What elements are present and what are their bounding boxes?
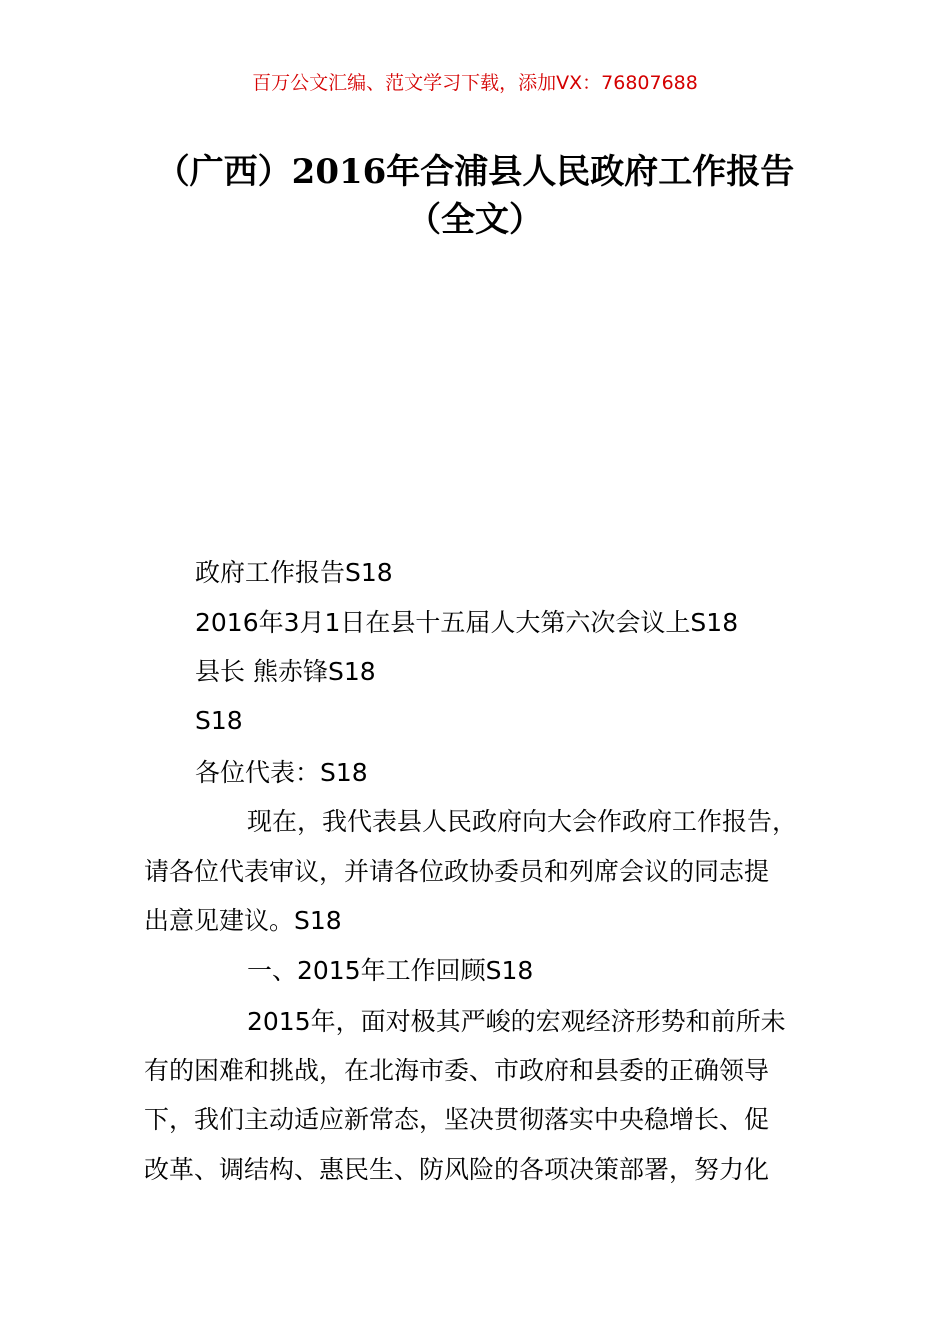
- meta-line-report-name: 政府工作报告S18: [195, 558, 393, 587]
- meta-line-speaker: 县长 熊赤锋S18: [195, 657, 376, 686]
- meta-line-date-venue: 2016年3月1日在县十五届人大第六次会议上S18: [195, 608, 739, 637]
- paragraph-2-line-4: 改革、调结构、惠民生、防风险的各项决策部署，努力化: [144, 1155, 770, 1184]
- meta-line-salutation: 各位代表：S18: [195, 758, 368, 787]
- paragraph-1-line-1: 现在，我代表县人民政府向大会作政府工作报告，: [247, 807, 798, 836]
- paragraph-2-line-3: 下，我们主动适应新常态，坚决贯彻落实中央稳增长、促: [144, 1105, 770, 1134]
- meta-line-blank-marker: S18: [195, 706, 243, 735]
- title-line-2: （全文）: [407, 200, 543, 240]
- title-line-1: （广西）2016年合浦县人民政府工作报告: [155, 152, 795, 192]
- section-heading: 一、2015年工作回顾S18: [247, 956, 534, 985]
- paragraph-1-line-2: 请各位代表审议，并请各位政协委员和列席会议的同志提: [144, 857, 770, 886]
- document-title: [0, 148, 950, 244]
- header-watermark-note: 百万公文汇编、范文学习下载，添加VX：76807688: [252, 72, 698, 94]
- paragraph-2-line-1: 2015年，面对极其严峻的宏观经济形势和前所未: [247, 1007, 786, 1036]
- paragraph-1-line-3: 出意见建议。S18: [144, 906, 342, 935]
- paragraph-2-line-2: 有的困难和挑战，在北海市委、市政府和县委的正确领导: [144, 1056, 770, 1085]
